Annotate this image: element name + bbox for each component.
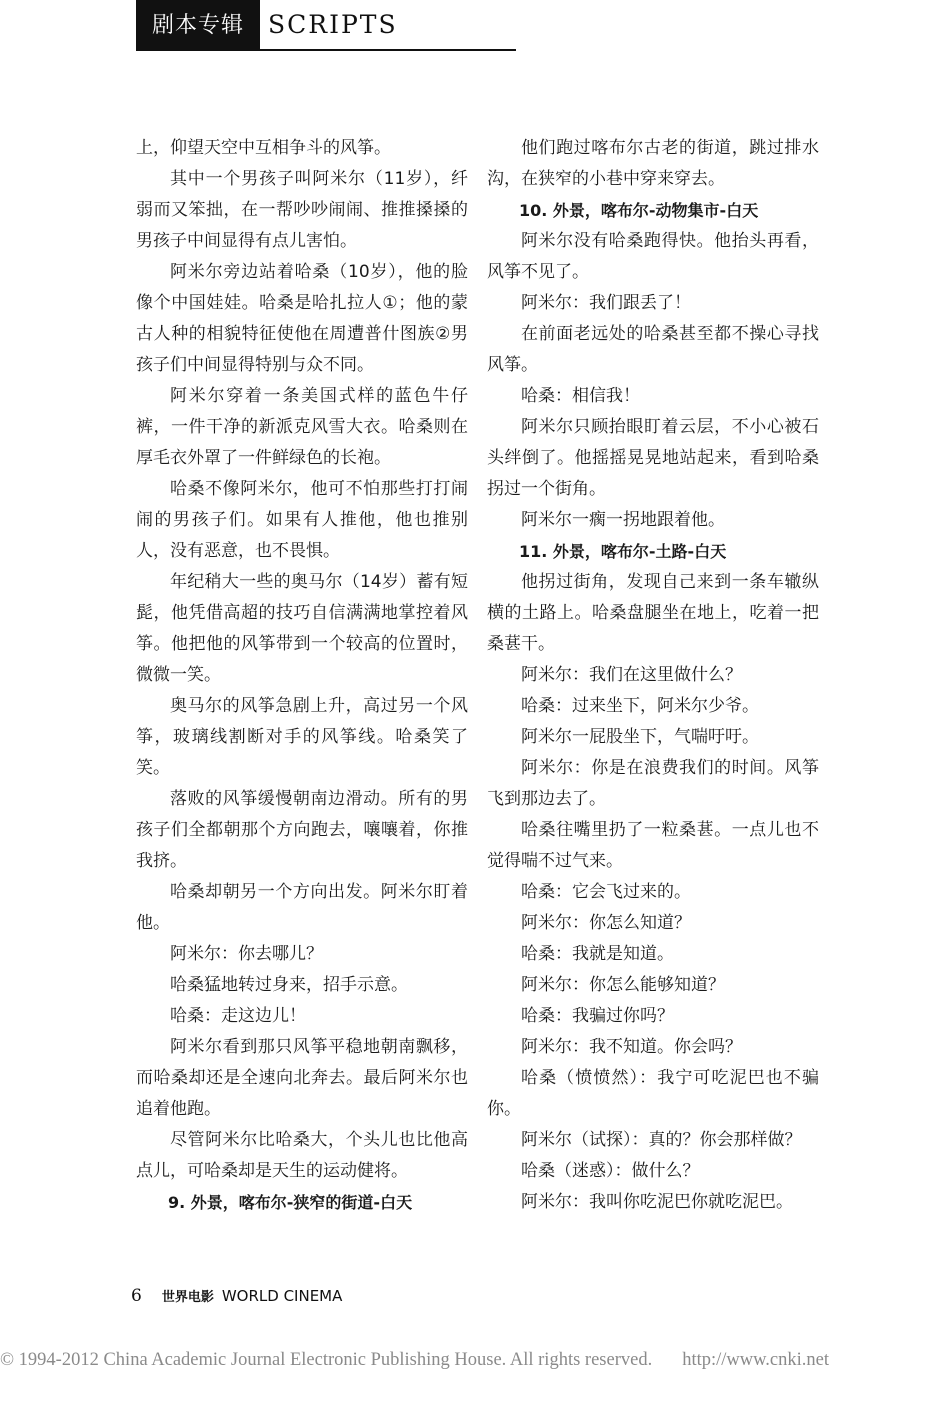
paragraph: 阿米尔：我们跟丢了！ bbox=[521, 293, 691, 313]
paragraph: 阿米尔一屁股坐下，气喘吁吁。 bbox=[521, 727, 759, 747]
paragraph: 阿米尔：我不知道。你会吗？ bbox=[521, 1037, 742, 1057]
paragraph: 阿米尔看到那只风筝平稳地朝南飘移，而哈桑却还是全速向北奔去。最后阿米尔也追着他跑。 bbox=[136, 1037, 468, 1119]
paragraph: 落败的风筝缓慢朝南边滑动。所有的男孩子们全都朝那个方向跑去，嚷嚷着，你推我挤。 bbox=[136, 789, 468, 871]
section-title-en: SCRIPTS bbox=[268, 10, 398, 39]
paragraph: 他们跑过喀布尔古老的街道，跳过排水沟，在狭窄的小巷中穿来穿去。 bbox=[487, 138, 819, 189]
paragraph: 哈桑往嘴里扔了一粒桑葚。一点儿也不觉得喘不过气来。 bbox=[487, 820, 819, 871]
journal-name-en: WORLD CINEMA bbox=[221, 1287, 343, 1305]
paragraph: 哈桑：走这边儿！ bbox=[170, 1006, 306, 1026]
paragraph: 阿米尔穿着一条美国式样的蓝色牛仔裤，一件干净的新派克风雪大衣。哈桑则在厚毛衣外罩了一件鲜绿色的长袍。 bbox=[136, 386, 468, 468]
paragraph: 他拐过街角，发现自己来到一条车辙纵横的土路上。哈桑盘腿坐在地上，吃着一把桑葚干。 bbox=[487, 572, 819, 654]
paragraph: 哈桑：我骗过你吗？ bbox=[521, 1006, 674, 1026]
paragraph: 阿米尔旁边站着哈桑（10岁），他的脸像个中国娃娃。哈桑是哈扎拉人①；他的蒙古人种的相貌特征使他在周遭普什图族②男孩子们中间显得特别与众不同。 bbox=[136, 262, 468, 375]
paragraph: 阿米尔一瘸一拐地跟着他。 bbox=[521, 510, 725, 530]
paragraph: 阿米尔：你去哪儿？ bbox=[170, 944, 323, 964]
paragraph: 阿米尔：你怎么知道？ bbox=[521, 913, 691, 933]
paragraph: 其中一个男孩子叫阿米尔（11岁），纤弱而又笨拙，在一帮吵吵闹闹、推推搡搡的男孩子中间显得有点儿害怕。 bbox=[136, 169, 468, 251]
paragraph: 尽管阿米尔比哈桑大，个头儿也比他高点儿，可哈桑却是天生的运动健将。 bbox=[136, 1130, 468, 1181]
paragraph: 阿米尔：你是在浪费我们的时间。风筝飞到那边去了。 bbox=[487, 758, 819, 809]
paragraph: 哈桑猛地转过身来，招手示意。 bbox=[170, 975, 408, 995]
paragraph: 哈桑不像阿米尔，他可不怕那些打打闹闹的男孩子们。如果有人推他，他也推别人，没有恶意，也不畏惧。 bbox=[136, 479, 468, 561]
header-rule bbox=[136, 49, 516, 51]
journal-name-cn: 世界电影 bbox=[161, 1290, 214, 1305]
paragraph: 哈桑：它会飞过来的。 bbox=[521, 882, 691, 902]
copyright-text: © 1994-2012 China Academic Journal Electronic Publishing House. All rights reserved. bbox=[0, 1350, 653, 1370]
copyright-notice bbox=[0, 1350, 950, 1371]
left-column bbox=[136, 133, 468, 1218]
paragraph: 阿米尔只顾抬眼盯着云层，不小心被石头绊倒了。他摇摇晃晃地站起来，看到哈桑拐过一个街角。 bbox=[487, 417, 819, 499]
copyright-url[interactable]: http://www.cnki.net bbox=[682, 1350, 829, 1370]
paragraph: 上，仰望天空中互相争斗的风筝。 bbox=[136, 138, 391, 158]
paragraph: 奥马尔的风筝急剧上升，高过另一个风筝，玻璃线割断对手的风筝线。哈桑笑了笑。 bbox=[136, 696, 468, 778]
paragraph: 哈桑（迷惑）：做什么？ bbox=[521, 1161, 700, 1181]
paragraph: 哈桑：相信我！ bbox=[521, 386, 640, 406]
scene-heading: 10. 外景，喀布尔-动物集市-白天 bbox=[519, 201, 759, 220]
paragraph: 阿米尔（试探）：真的？你会那样做？ bbox=[521, 1130, 802, 1150]
paragraph: 阿米尔：你怎么能够知道？ bbox=[521, 975, 725, 995]
page-number: 6 bbox=[131, 1286, 142, 1306]
scene-heading: 9. 外景，喀布尔-狭窄的街道-白天 bbox=[168, 1193, 413, 1212]
paragraph: 哈桑：我就是知道。 bbox=[521, 944, 674, 964]
paragraph: 阿米尔：我们在这里做什么？ bbox=[521, 665, 742, 685]
section-tag: 剧本专辑 bbox=[136, 0, 260, 50]
scene-heading: 11. 外景，喀布尔-土路-白天 bbox=[519, 542, 727, 561]
paragraph: 哈桑却朝另一个方向出发。阿米尔盯着他。 bbox=[136, 882, 468, 933]
paragraph: 哈桑（愤愤然）：我宁可吃泥巴也不骗你。 bbox=[487, 1068, 819, 1119]
paragraph: 哈桑：过来坐下，阿米尔少爷。 bbox=[521, 696, 759, 716]
page-footer bbox=[131, 1286, 342, 1306]
paragraph: 年纪稍大一些的奥马尔（14岁）蓄有短髭，他凭借高超的技巧自信满满地掌控着风筝。他把他的风筝带到一个较高的位置时，微微一笑。 bbox=[136, 572, 468, 685]
paragraph: 阿米尔没有哈桑跑得快。他抬头再看，风筝不见了。 bbox=[487, 231, 819, 282]
paragraph: 在前面老远处的哈桑甚至都不操心寻找风筝。 bbox=[487, 324, 819, 375]
right-column bbox=[487, 133, 819, 1218]
paragraph: 阿米尔：我叫你吃泥巴你就吃泥巴。 bbox=[521, 1192, 793, 1212]
